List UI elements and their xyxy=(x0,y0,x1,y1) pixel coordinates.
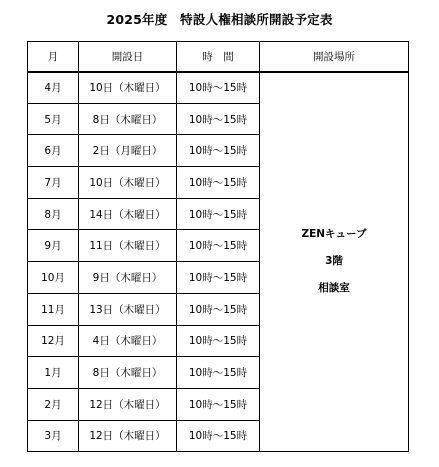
date-cell: 8日（木曜日） xyxy=(79,103,177,135)
time-cell: 10時～15時 xyxy=(177,135,260,167)
month-cell: 3月 xyxy=(28,420,79,452)
table-row xyxy=(28,72,409,104)
time-cell: 10時～15時 xyxy=(177,72,260,104)
header-time: 時 間 xyxy=(177,42,260,72)
date-cell: 12日（木曜日） xyxy=(79,388,177,420)
date-cell: 10日（木曜日） xyxy=(79,167,177,199)
date-cell: 10日（木曜日） xyxy=(79,72,177,104)
time-cell: 10時～15時 xyxy=(177,388,260,420)
month-cell: 6月 xyxy=(28,135,79,167)
time-cell: 10時～15時 xyxy=(177,325,260,357)
month-cell: 9月 xyxy=(28,230,79,262)
month-cell: 8月 xyxy=(28,198,79,230)
time-cell: 10時～15時 xyxy=(177,293,260,325)
month-cell: 7月 xyxy=(28,167,79,199)
header-month: 月 xyxy=(28,42,79,72)
location-building: ZENキューブ xyxy=(301,228,367,241)
month-cell: 11月 xyxy=(28,293,79,325)
page-title: 2025年度 特設人権相談所開設予定表 xyxy=(106,12,333,27)
location-cell xyxy=(260,72,409,452)
month-cell: 12月 xyxy=(28,325,79,357)
time-cell: 10時～15時 xyxy=(177,198,260,230)
time-cell: 10時～15時 xyxy=(177,230,260,262)
date-cell: 12日（木曜日） xyxy=(79,420,177,452)
time-cell: 10時～15時 xyxy=(177,103,260,135)
header-location: 開設場所 xyxy=(260,42,409,72)
date-cell: 4日（木曜日） xyxy=(79,325,177,357)
header-date: 開設日 xyxy=(79,42,177,72)
time-cell: 10時～15時 xyxy=(177,262,260,294)
date-cell: 14日（木曜日） xyxy=(79,198,177,230)
month-cell: 10月 xyxy=(28,262,79,294)
time-cell: 10時～15時 xyxy=(177,420,260,452)
month-cell: 4月 xyxy=(28,72,79,104)
time-cell: 10時～15時 xyxy=(177,357,260,389)
date-cell: 11日（木曜日） xyxy=(79,230,177,262)
table-header-row xyxy=(28,42,409,72)
location-floor: 3階 xyxy=(325,255,343,268)
time-cell: 10時～15時 xyxy=(177,167,260,199)
location-room: 相談室 xyxy=(318,282,350,295)
month-cell: 2月 xyxy=(28,388,79,420)
date-cell: 8日（木曜日） xyxy=(79,357,177,389)
date-cell: 13日（木曜日） xyxy=(79,293,177,325)
month-cell: 1月 xyxy=(28,357,79,389)
date-cell: 9日（木曜日） xyxy=(79,262,177,294)
schedule-table xyxy=(27,41,409,452)
month-cell: 5月 xyxy=(28,103,79,135)
date-cell: 2日（月曜日） xyxy=(79,135,177,167)
